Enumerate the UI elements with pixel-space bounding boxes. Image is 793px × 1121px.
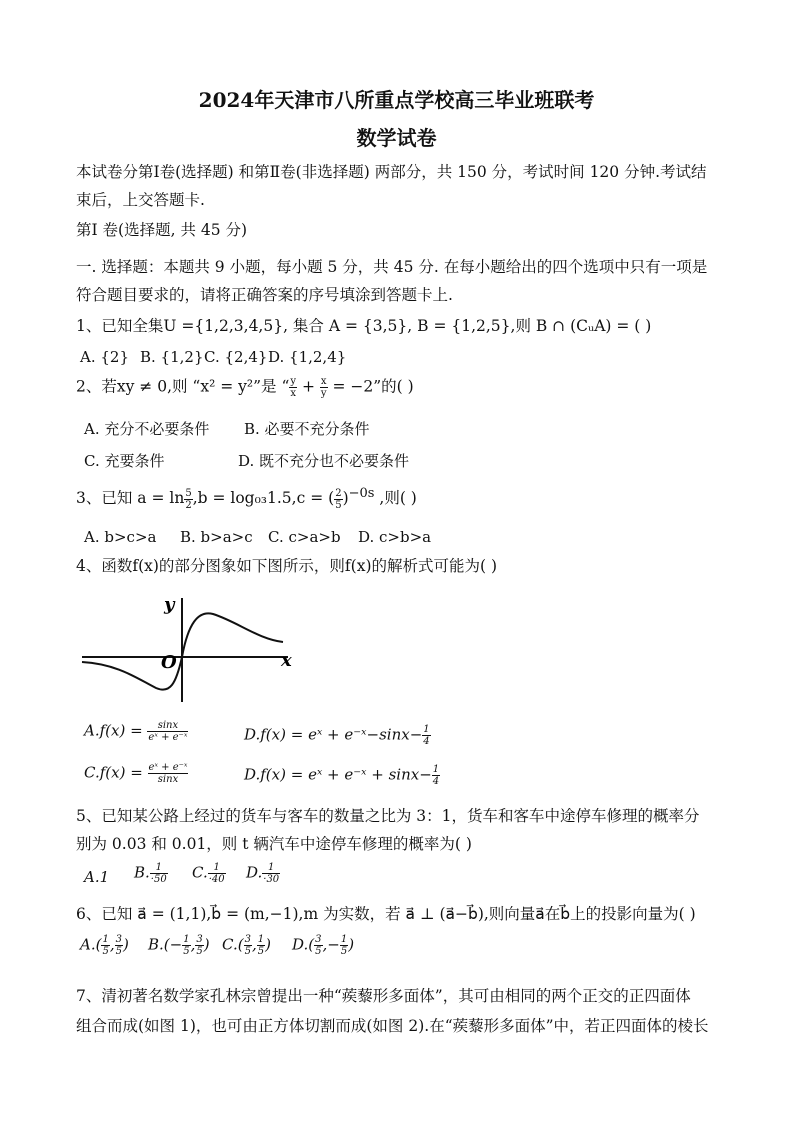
q1-option-b: B. {1,2}: [140, 348, 204, 366]
section-instructions-1: 一. 选择题：本题共 9 小题，每小题 5 分，共 45 分. 在每小题给出的四个选项中只有一项是: [76, 258, 708, 276]
q4-optA-numerator: sinx: [147, 720, 188, 732]
q6-optA-n2: 3: [115, 934, 122, 945]
q2-fraction-x-over-y: [320, 376, 328, 399]
q6-optC-frac1: [244, 934, 252, 957]
q5-optC-numerator: 1: [208, 862, 226, 874]
q5-optC-label: C.: [192, 863, 208, 882]
q5-optD-fraction: [262, 862, 280, 885]
q5-option-a: A.1: [84, 868, 110, 886]
q3-paren-open: (: [328, 489, 335, 508]
q4-optD2-fraction: [432, 764, 440, 787]
q1-option-a: A. {2}: [80, 348, 129, 366]
q5-optC-fraction: [208, 862, 226, 885]
q6-optB-d2: 5: [196, 946, 203, 957]
q6-optA-label: A.: [80, 935, 96, 954]
q2-option-d: D. 既不充分也不必要条件: [238, 452, 410, 470]
q2-frac2-denominator: y: [320, 388, 327, 399]
q5-optD-denominator: ·30: [263, 874, 280, 885]
q4-optD2-label: D.f(x) = eˣ + e⁻ˣ + sinx−: [244, 765, 432, 784]
q5-line-2: 别为 0.03 和 0.01，则 t 辆汽车中途停车修理的概率为( ): [76, 835, 472, 853]
q4-function-graph: [78, 584, 300, 706]
q6-optB-d1: 5: [183, 946, 190, 957]
q5-optB-label: B.: [134, 863, 150, 882]
q3-stem-part-a: 3、已知 a = ln: [76, 489, 185, 508]
q3-stem: [76, 484, 417, 511]
q4-optD2-denominator: 4: [432, 776, 440, 787]
q6-optD-n2: 1: [340, 934, 348, 945]
q6-optB-frac2: [195, 934, 203, 957]
q6-optC-frac2: [257, 934, 265, 957]
q4-option-d-first: [244, 724, 431, 747]
origin-label: O: [161, 652, 177, 673]
q7-line-1: 7、清初著名数学家孔林宗曾提出一种“蒺藜形多面体”，其可由相同的两个正交的正四面体: [76, 987, 691, 1005]
q5-optD-numerator: 1: [262, 862, 280, 874]
q6-optA-n1: 1: [102, 934, 109, 945]
q6-optC-d1: 5: [244, 946, 251, 957]
q3-option-d: D. c>b>a: [358, 528, 432, 546]
q1-option-c: C. {2,4}: [204, 348, 268, 366]
q3-paren-close: ): [342, 489, 349, 508]
q1-option-d: D. {1,2,4}: [268, 348, 347, 366]
q5-option-d: [246, 862, 280, 885]
q4-stem: 4、函数f(x)的部分图象如下图所示，则f(x)的解析式可能为( ): [76, 557, 498, 575]
part1-heading: 第Ⅰ 卷(选择题, 共 45 分): [76, 221, 248, 239]
x-axis-label: x: [281, 650, 292, 671]
q6-stem: 6、已知 a⃗ = (1,1),b⃗ = (m,−1),m 为实数，若 a⃗ ⊥ (a⃗−b⃗),则向量a⃗在b⃗上的投影向量为( ): [76, 905, 696, 923]
q4-optA-label: A.f(x) =: [84, 721, 148, 740]
q3-fraction-2-5: [334, 488, 342, 511]
q6-optD-d2: 5: [340, 946, 348, 957]
q3-stem-part-c: ,则( ): [374, 489, 417, 508]
q2-fraction-y-over-x: [289, 376, 297, 399]
q5-line-1: 5、已知某公路上经过的货车与客车的数量之比为 3：1，货车和客车中途停车修理的概率分: [76, 807, 700, 825]
exam-subtitle: 数学试卷: [356, 126, 437, 150]
q2-option-c: C. 充要条件: [84, 452, 165, 470]
q6-option-d: D.( $\frac{3}{5}$ ,− $\frac{1}{5}$ ): [292, 934, 355, 957]
q6-option-b: B.(− $\frac{1}{5}$ , $\frac{3}{5}$ ): [148, 934, 210, 957]
q3-option-c: C. c>a>b: [268, 528, 341, 546]
q4-optA-denominator: eˣ + e⁻ˣ: [148, 732, 188, 743]
q3-fracC-denominator: 5: [335, 499, 342, 511]
intro-line-2: 束后，上交答题卡.: [76, 191, 205, 209]
q6-optD-label: D.: [292, 935, 309, 954]
q3-exponent: −0s: [348, 486, 375, 501]
q3-fracC-numerator: 2: [335, 487, 342, 499]
q4-option-d-second: [244, 764, 440, 787]
q6-optA-d1: 5: [102, 946, 109, 957]
q3-fracA-denominator: 2: [185, 499, 192, 511]
section-instructions-2: 符合题目要求的，请将正确答案的序号填涂到答题卡上.: [76, 286, 453, 304]
q4-optC-numerator: eˣ + e⁻ˣ: [148, 762, 188, 773]
q6-optC-label: C.: [222, 935, 238, 954]
q4-optD1-denominator: 4: [423, 736, 430, 747]
q5-optC-denominator: ·40: [208, 874, 225, 885]
q6-optB-n2: 3: [196, 934, 203, 945]
q6-optB-n1: 1: [183, 934, 190, 945]
q5-optB-denominator: ·50: [150, 874, 167, 885]
q5-option-b: [134, 862, 168, 885]
q6-option-c: C.( $\frac{3}{5}$ , $\frac{1}{5}$ ): [222, 934, 271, 957]
q4-option-c: [84, 762, 188, 785]
q6-optB-label: B.: [148, 935, 164, 954]
q5-optD-label: D.: [246, 863, 263, 882]
q2-stem-part-b: = −2”的( ): [327, 377, 414, 396]
q6-optA-frac1: [101, 934, 109, 957]
q5-optB-numerator: 1: [150, 862, 168, 874]
q4-optC-fraction: [148, 762, 189, 785]
q3-stem-part-b: ,b = log₀₃1.5,c =: [192, 489, 329, 508]
q6-option-a: A.( $\frac{1}{5}$ , $\frac{3}{5}$ ): [80, 934, 129, 957]
q2-frac1-numerator: y: [290, 376, 297, 387]
exam-title: 2024年天津市八所重点学校高三毕业班联考: [198, 88, 595, 112]
q3-option-a: A. b>c>a: [84, 528, 157, 546]
q6-optC-n1: 3: [244, 934, 251, 945]
q6-optD-frac1: [314, 934, 322, 957]
q6-optD-frac2: [340, 934, 348, 957]
q6-optD-d1: 5: [315, 946, 322, 957]
q4-optD1-fraction: [422, 724, 430, 747]
q6-optA-d2: 5: [115, 946, 122, 957]
q5-option-c: [192, 862, 226, 885]
q3-fraction-5-2: [184, 488, 192, 511]
q4-optD2-numerator: 1: [432, 764, 440, 775]
intro-line-1: 本试卷分第Ⅰ卷(选择题) 和第Ⅱ卷(非选择题) 两部分，共 150 分，考试时间 120 分钟.考试结: [76, 163, 707, 181]
q2-plus: +: [297, 377, 320, 396]
q7-line-2: 组合而成(如图 1)，也可由正方体切割而成(如图 2).在“蒺藜形多面体”中，若正四面体的棱长: [76, 1017, 709, 1035]
q4-option-a: [84, 720, 188, 743]
q2-option-a: A. 充分不必要条件: [84, 420, 210, 438]
q6-optC-n2: 1: [257, 934, 265, 945]
q2-stem: [76, 376, 414, 399]
q6-optC-d2: 5: [257, 946, 265, 957]
q1-stem: 1、已知全集U ={1,2,3,4,5}, 集合 A = {3,5}, B = {1,2,5},则 B ∩ (CᵤA) = ( ): [76, 317, 652, 335]
q4-optD1-numerator: 1: [423, 724, 430, 735]
q4-optC-label: C.f(x) =: [84, 763, 148, 782]
q3-option-b: B. b>a>c: [180, 528, 253, 546]
y-axis-label: y: [164, 594, 175, 615]
q2-frac2-numerator: x: [320, 376, 327, 387]
q4-optC-denominator: sinx: [157, 774, 179, 785]
q5-optB-fraction: [150, 862, 168, 885]
q3-fracA-numerator: 5: [185, 487, 192, 499]
q2-option-b: B. 必要不充分条件: [244, 420, 370, 438]
q6-optB-frac1: [182, 934, 190, 957]
q2-stem-part-a: 2、若xy ≠ 0,则 “x² = y²”是 “: [76, 377, 290, 396]
q4-optA-fraction: [147, 720, 188, 743]
q6-optD-n1: 3: [315, 934, 322, 945]
q4-optD1-label: D.f(x) = eˣ + e⁻ˣ−sinx−: [244, 725, 423, 744]
q6-optA-frac2: [115, 934, 123, 957]
q2-frac1-denominator: x: [290, 388, 297, 399]
